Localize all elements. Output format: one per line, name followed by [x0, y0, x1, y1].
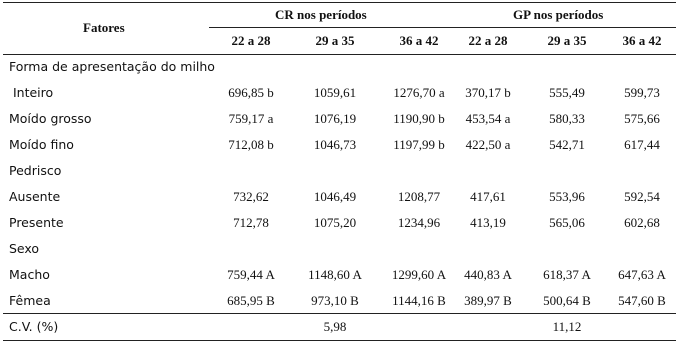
table-cell: 712,08 b [228, 137, 274, 152]
cv-gp-value: 11,12 [552, 319, 582, 334]
table-cell: 732,62 [233, 189, 269, 204]
table-cell: 618,37 A [543, 267, 591, 282]
row-label: Moído grosso [9, 111, 92, 126]
table-cell: 453,54 a [465, 111, 511, 126]
cr-group-header: CR nos períodos [275, 7, 367, 22]
top-rule [3, 2, 676, 3]
table-cell: 389,97 B [464, 293, 512, 308]
table-cell: 973,10 B [311, 293, 359, 308]
table-cell: 555,49 [549, 85, 585, 100]
table-cell: 440,83 A [464, 267, 512, 282]
table-cell: 580,33 [549, 111, 585, 126]
cv-top-rule [3, 313, 676, 314]
table-cell: 553,96 [549, 189, 585, 204]
section-label-pedrisco: Pedrisco [9, 163, 62, 178]
table-cell: 1148,60 A [308, 267, 362, 282]
table-cell: 759,17 a [228, 111, 274, 126]
header-bottom-rule [3, 54, 676, 55]
table-cell: 647,63 A [618, 267, 666, 282]
table-cell: 1190,90 b [393, 111, 445, 126]
row-label: Presente [9, 215, 64, 230]
table-cell: 1144,16 B [392, 293, 446, 308]
period-header-gp-2: 29 a 35 [547, 33, 587, 48]
table-cell: 1075,20 [313, 215, 357, 230]
table-cell: 542,71 [549, 137, 585, 152]
table-cell: 1059,61 [313, 85, 357, 100]
table-cell: 1234,96 [397, 215, 441, 230]
cv-label: C.V. (%) [9, 319, 59, 334]
period-header-cr-1: 22 a 28 [231, 33, 271, 48]
table-cell: 1197,99 b [393, 137, 445, 152]
row-label: Moído fino [9, 137, 74, 152]
table-cell: 547,60 B [618, 293, 666, 308]
table-cell: 712,78 [233, 215, 269, 230]
table-cell: 759,44 A [227, 267, 275, 282]
table-cell: 1208,77 [397, 189, 441, 204]
row-label: Ausente [9, 189, 61, 204]
section-label-sex: Sexo [9, 241, 40, 256]
table-cell: 370,17 b [465, 85, 511, 100]
row-label: Inteiro [9, 85, 54, 100]
table-cell: 696,85 b [228, 85, 274, 100]
table-cell: 1046,73 [313, 137, 357, 152]
period-header-cr-2: 29 a 35 [315, 33, 355, 48]
period-header-gp-1: 22 a 28 [468, 33, 508, 48]
period-header-gp-3: 36 a 42 [622, 33, 662, 48]
table-cell: 1076,19 [313, 111, 357, 126]
row-label: Fêmea [9, 293, 51, 308]
table-cell: 599,73 [624, 85, 660, 100]
table-cell: 592,54 [624, 189, 660, 204]
table-cell: 413,19 [470, 215, 506, 230]
cv-cr-value: 5,98 [323, 319, 347, 334]
period-header-cr-3: 36 a 42 [399, 33, 439, 48]
table-cell: 565,06 [549, 215, 585, 230]
table-cell: 1046,49 [313, 189, 357, 204]
table-cell: 575,66 [624, 111, 660, 126]
table-cell: 1276,70 a [393, 85, 445, 100]
row-label: Macho [9, 267, 50, 282]
gp-group-header: GP nos períodos [513, 7, 604, 22]
table-cell: 617,44 [624, 137, 660, 152]
table-cell: 685,95 B [227, 293, 275, 308]
group-header-rule [209, 27, 676, 28]
section-label-corn-form: Forma de apresentação do milho [9, 59, 215, 74]
table-cell: 417,61 [470, 189, 506, 204]
table-cell: 602,68 [624, 215, 660, 230]
table-cell: 1299,60 A [391, 267, 447, 282]
bottom-rule [3, 340, 676, 341]
table-cell: 422,50 a [465, 137, 511, 152]
factors-header: Fatores [83, 20, 125, 35]
table-cell: 500,64 B [543, 293, 591, 308]
